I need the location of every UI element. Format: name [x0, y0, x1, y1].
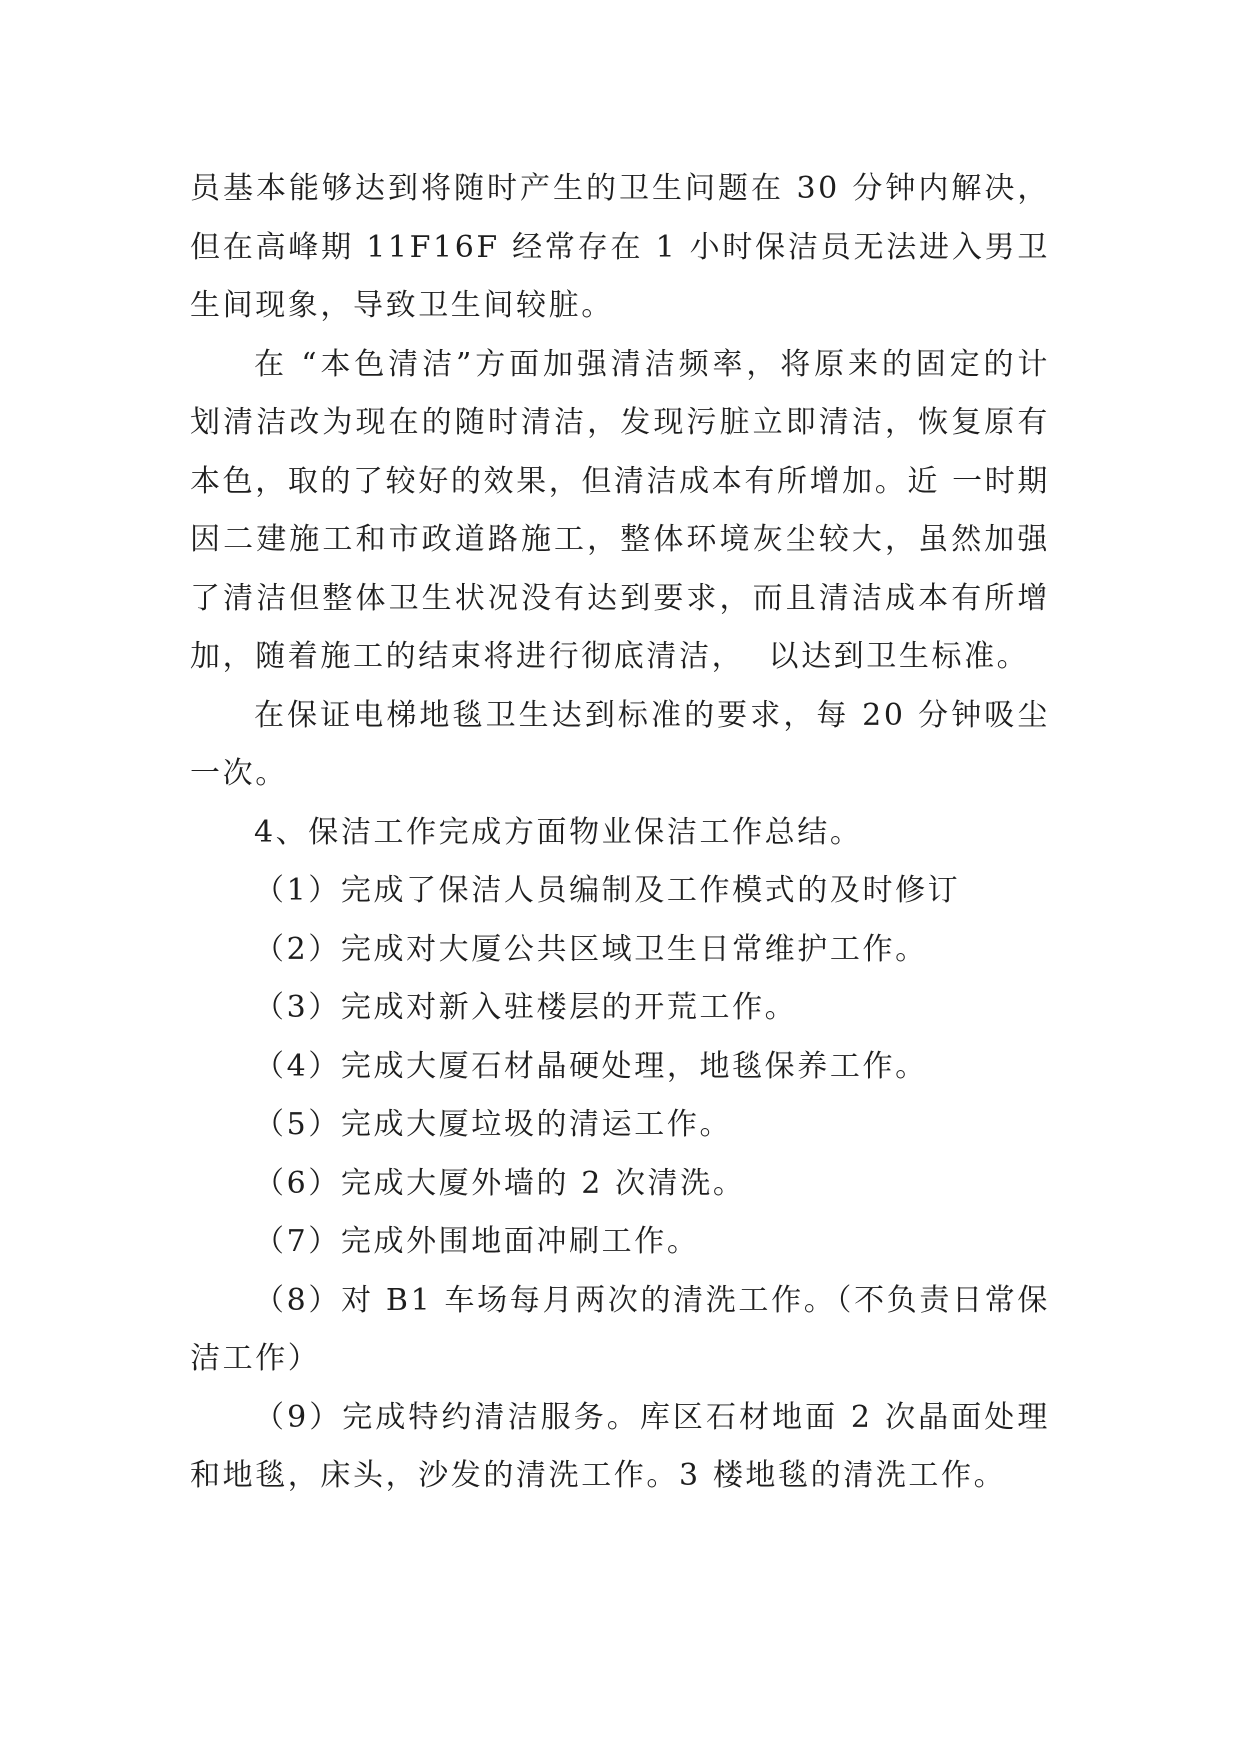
- list-item: （2）完成对大厦公共区域卫生日常维护工作。: [254, 931, 928, 967]
- list-item: （4）完成大厦石材晶硬处理，地毯保养工作。: [254, 1048, 928, 1084]
- list-item: （6）完成大厦外墙的 2 次清洗。: [254, 1165, 746, 1201]
- list-item: （8）对 B1 车场每月两次的清洗工作。（不负责日常保洁工作）: [190, 1282, 1050, 1376]
- list-item: （3）完成对新入驻楼层的开荒工作。: [254, 990, 798, 1025]
- list-item: （9）完成特约清洁服务。库区石材地面 2 次晶面处理和地毯，床头，沙发的清洗工作。3 楼地毯的清洗工作。: [190, 1399, 1050, 1493]
- document-page: [190, 160, 1050, 1506]
- body-paragraph: 员基本能够达到将随时产生的卫生问题在 30 分钟内解决，但在高峰期 11F16F 经常存在 1 小时保洁员无法进入男卫生间现象，导致卫生间较脏。: [190, 171, 1050, 323]
- body-paragraph: 在保证电梯地毯卫生达到标准的要求，每 20 分钟吸尘一次。: [190, 697, 1050, 791]
- section-heading: 4、保洁工作完成方面物业保洁工作总结。: [254, 814, 863, 850]
- list-item: （1）完成了保洁人员编制及工作模式的及时修订: [254, 873, 961, 908]
- list-item: （5）完成大厦垃圾的清运工作。: [254, 1107, 733, 1142]
- list-item: （7）完成外围地面冲刷工作。: [254, 1224, 700, 1259]
- body-paragraph: 在 “本色清洁”方面加强清洁频率，将原来的固定的计划清洁改为现在的随时清洁，发现污脏立即清洁，恢复原有本色，取的了较好的效果，但清洁成本有所增加。近 一时期因二建施工和市政道路施工，整体环境灰尘较大，虽然加强了清洁但整体卫生状况没有达到要求，而且清洁成本有所增加，随着施工的结束将进行彻底清洁， 以达到卫生标准。: [190, 346, 1050, 674]
